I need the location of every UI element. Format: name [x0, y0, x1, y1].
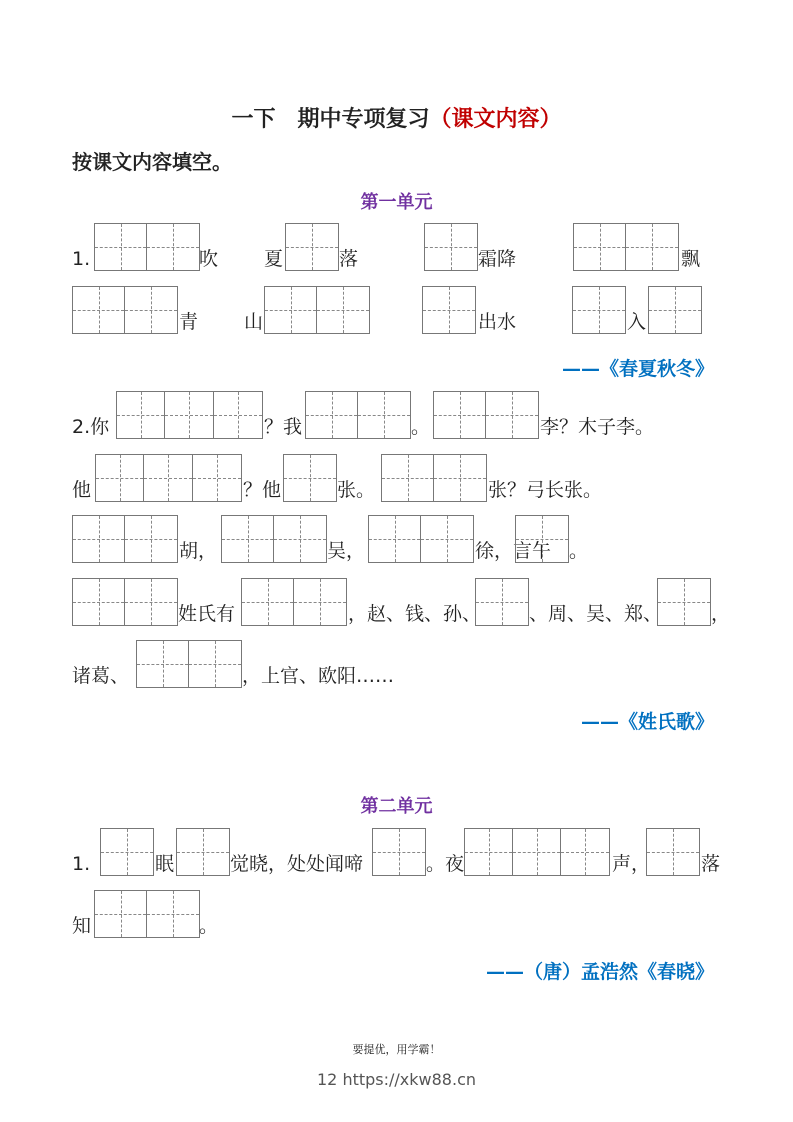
answer-box[interactable] [572, 286, 626, 334]
text: 。 [569, 540, 589, 562]
answer-box[interactable] [573, 223, 679, 271]
text: ，赵、钱、孙、 [348, 603, 482, 625]
tianzige-cell[interactable] [95, 224, 147, 270]
tianzige-cell[interactable] [193, 455, 241, 501]
tianzige-cell[interactable] [358, 392, 410, 438]
answer-box[interactable] [136, 640, 242, 688]
answer-box[interactable] [368, 515, 474, 563]
text: 李？木子李。 [540, 416, 655, 438]
answer-box[interactable] [422, 286, 476, 334]
tianzige-cell[interactable] [125, 579, 177, 625]
tianzige-cell[interactable] [96, 455, 144, 501]
title-main: 一下 期中专项复习 [231, 106, 430, 132]
tianzige-cell[interactable] [306, 392, 358, 438]
unit1-heading: 第一单元 [360, 192, 433, 213]
text: 落 [339, 248, 359, 270]
text: 出水 [478, 311, 517, 333]
answer-box[interactable] [221, 515, 327, 563]
tianzige-cell[interactable] [465, 829, 513, 875]
tianzige-cell[interactable] [125, 287, 177, 333]
tianzige-cell[interactable] [222, 516, 274, 562]
text: 徐，言午 [475, 540, 552, 562]
tianzige-cell[interactable] [73, 516, 125, 562]
answer-box[interactable] [648, 286, 702, 334]
tianzige-cell[interactable] [294, 579, 346, 625]
tianzige-cell[interactable] [649, 287, 701, 333]
answer-box[interactable] [424, 223, 478, 271]
answer-box[interactable] [657, 578, 711, 626]
tianzige-cell[interactable] [101, 829, 153, 875]
answer-box[interactable] [283, 454, 337, 502]
tianzige-cell[interactable] [434, 392, 486, 438]
title-highlight: （课文内容） [429, 106, 562, 132]
tianzige-cell[interactable] [286, 224, 338, 270]
unit2-heading: 第二单元 [360, 796, 433, 817]
text: 夏 [264, 248, 284, 270]
text: 山 [244, 311, 264, 333]
text: 知 [72, 915, 92, 937]
tianzige-cell[interactable] [265, 287, 317, 333]
tianzige-cell[interactable] [574, 224, 626, 270]
answer-box[interactable] [72, 286, 178, 334]
answer-box[interactable] [94, 223, 200, 271]
tianzige-cell[interactable] [626, 224, 678, 270]
text: 声， [612, 853, 651, 875]
tianzige-cell[interactable] [274, 516, 326, 562]
text: ？我 [264, 416, 303, 438]
q-number: 1. [72, 853, 91, 875]
footer-page: 12 https://xkw88.cn [317, 1070, 476, 1089]
answer-box[interactable] [100, 828, 154, 876]
source-attribution: ——（唐）孟浩然《春晓》 [485, 961, 714, 983]
tianzige-cell[interactable] [382, 455, 434, 501]
text: ， [711, 603, 731, 625]
tianzige-cell[interactable] [647, 829, 699, 875]
tianzige-cell[interactable] [242, 579, 294, 625]
tianzige-cell[interactable] [561, 829, 609, 875]
text: 2.你 [72, 416, 110, 438]
text: 觉晓，处处闻啼 [230, 853, 364, 875]
tianzige-cell[interactable] [214, 392, 262, 438]
answer-box[interactable] [72, 515, 178, 563]
tianzige-cell[interactable] [144, 455, 192, 501]
text: 。 [199, 915, 219, 937]
answer-box[interactable] [95, 454, 242, 502]
text: 诸葛、 [72, 665, 130, 687]
text: 眠 [155, 853, 175, 875]
tianzige-cell[interactable] [177, 829, 229, 875]
tianzige-cell[interactable] [147, 891, 199, 937]
tianzige-cell[interactable] [486, 392, 538, 438]
answer-box[interactable] [515, 515, 569, 563]
tianzige-cell[interactable] [137, 641, 189, 687]
source-attribution: ——《姓氏歌》 [580, 711, 714, 733]
answer-box[interactable] [116, 391, 263, 439]
tianzige-cell[interactable] [423, 287, 475, 333]
tianzige-cell[interactable] [73, 287, 125, 333]
answer-box[interactable] [285, 223, 339, 271]
page-title [0, 102, 793, 133]
tianzige-cell[interactable] [117, 392, 165, 438]
tianzige-cell[interactable] [476, 579, 528, 625]
text: 霜降 [478, 248, 517, 270]
text: ？他 [243, 479, 282, 501]
answer-box[interactable] [433, 391, 539, 439]
tianzige-cell[interactable] [373, 829, 425, 875]
answer-box[interactable] [372, 828, 426, 876]
text: ，上官、欧阳…… [242, 665, 395, 687]
answer-box[interactable] [464, 828, 610, 876]
text: 青 [179, 311, 199, 333]
tianzige-cell[interactable] [125, 516, 177, 562]
tianzige-cell[interactable] [513, 829, 561, 875]
text: 吴， [327, 540, 366, 562]
answer-box[interactable] [646, 828, 700, 876]
text: 。夜 [426, 853, 465, 875]
tianzige-cell[interactable] [73, 579, 125, 625]
text: 吹 [199, 248, 219, 270]
tianzige-cell[interactable] [317, 287, 369, 333]
text: 胡， [179, 540, 218, 562]
tianzige-cell[interactable] [516, 516, 568, 562]
answer-box[interactable] [264, 286, 370, 334]
text: 张？弓长张。 [488, 479, 603, 501]
footer-slogan: 要提优，用学霸！ [352, 1043, 441, 1056]
tianzige-cell[interactable] [658, 579, 710, 625]
answer-box[interactable] [176, 828, 230, 876]
text: 他 [72, 479, 92, 501]
tianzige-cell[interactable] [573, 287, 625, 333]
tianzige-cell[interactable] [434, 455, 486, 501]
text: 、周、吴、郑、 [529, 603, 663, 625]
tianzige-cell[interactable] [147, 224, 199, 270]
answer-box[interactable] [241, 578, 347, 626]
answer-box[interactable] [305, 391, 411, 439]
text: 入 [627, 311, 647, 333]
tianzige-cell[interactable] [165, 392, 213, 438]
tianzige-cell[interactable] [421, 516, 473, 562]
text: 落 [701, 853, 721, 875]
answer-box[interactable] [381, 454, 487, 502]
text: 张。 [337, 479, 376, 501]
source-attribution: ——《春夏秋冬》 [561, 358, 714, 380]
instruction: 按课文内容填空。 [72, 150, 232, 174]
tianzige-cell[interactable] [95, 891, 147, 937]
tianzige-cell[interactable] [425, 224, 477, 270]
answer-box[interactable] [94, 890, 200, 938]
answer-box[interactable] [72, 578, 178, 626]
tianzige-cell[interactable] [189, 641, 241, 687]
q-number: 1. [72, 248, 91, 270]
text: 。 [411, 416, 431, 438]
tianzige-cell[interactable] [369, 516, 421, 562]
text: 飘 [681, 248, 701, 270]
tianzige-cell[interactable] [284, 455, 336, 501]
answer-box[interactable] [475, 578, 529, 626]
text: 姓氏有 [178, 603, 236, 625]
